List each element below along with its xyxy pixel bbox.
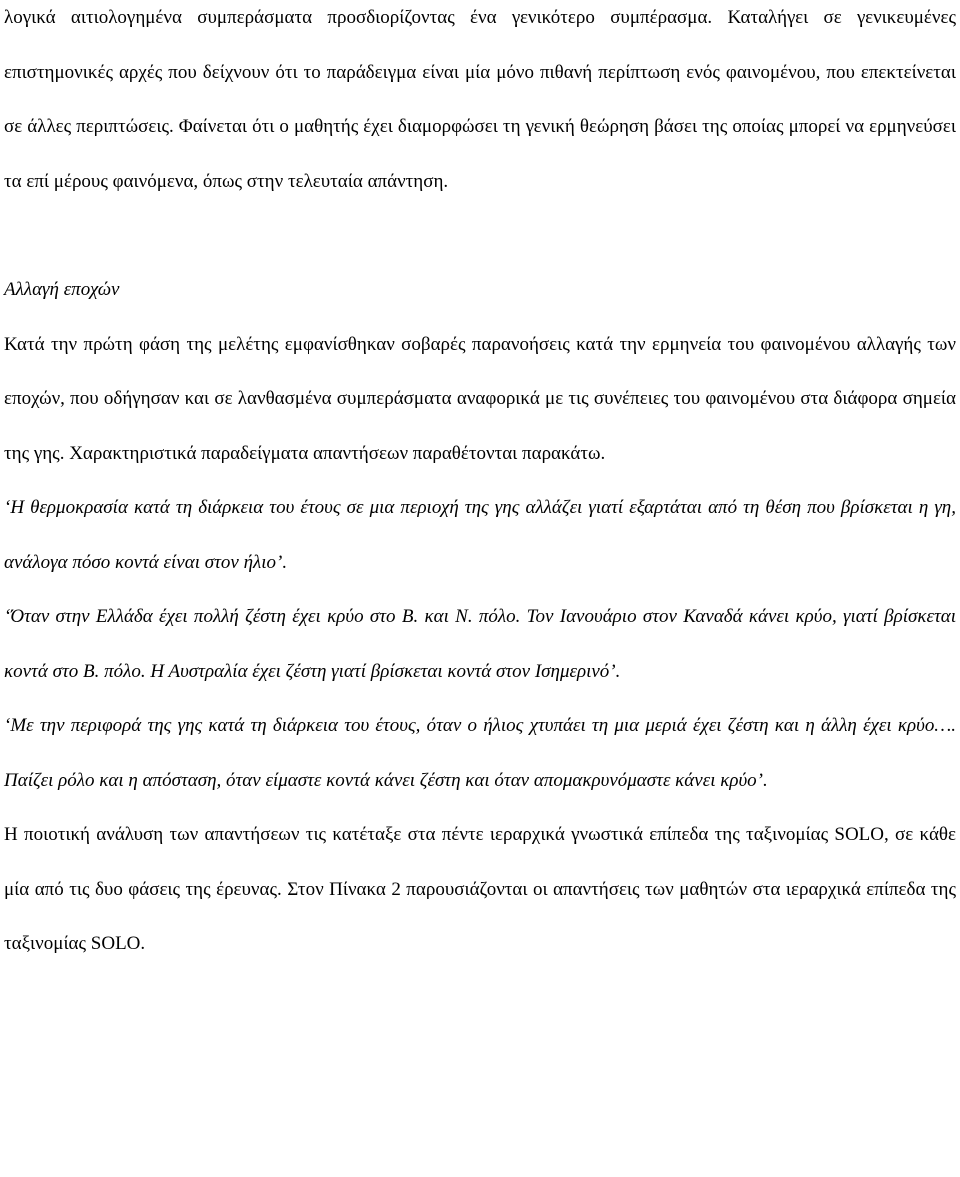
document-page	[4, 0, 956, 972]
intro-paragraph: λογικά αιτιολογημένα συμπεράσματα προσδιορίζοντας ένα γενικότερο συμπέρασμα. Καταλήγει σε γενικευμένες επιστημονικές αρχές που δείχνουν ότι το παράδειγμα είναι μία μόνο πιθανή περίπτωση ενός φαινομένου, που επεκτείνεται σε άλλες περιπτώσεις. Φαίνεται ότι ο μαθητής έχει διαμορφώσει τη γενική θεώρηση βάσει της οποίας μπορεί να ερμηνεύσει τα επί μέρους φαινόμενα, όπως στην τελευταία απάντηση.	[4, 7, 956, 192]
student-quote-3: ‘Με την περιφορά της γης κατά τη διάρκεια του έτους, όταν ο ήλιος χτυπάει τη μια μεριά έχει ζέστη και η άλλη έχει κρύο…. Παίζει ρόλο και η απόσταση, όταν είμαστε κοντά κάνει ζέστη και όταν απομακρυνόμαστε κάνει κρύο’.	[4, 715, 956, 791]
student-quote-2: ‘Όταν στην Ελλάδα έχει πολλή ζέστη έχει κρύο στο Β. και Ν. πόλο. Τον Ιανουάριο στον Καναδά κάνει κρύο, γιατί βρίσκεται κοντά στο Β. πόλο. Η Αυστραλία έχει ζέστη γιατί βρίσκεται κοντά στον Ισημερινό’.	[4, 606, 956, 682]
section-paragraph: Κατά την πρώτη φάση της μελέτης εμφανίσθηκαν σοβαρές παρανοήσεις κατά την ερμηνεία του φαινομένου αλλαγής των εποχών, που οδήγησαν και σε λανθασμένα συμπεράσματα αναφορικά με τις συνέπειες του φαινομένου στα διάφορα σημεία της γης. Χαρακτηριστικά παραδείγματα απαντήσεων παραθέτονται παρακάτω.	[4, 333, 956, 464]
section-heading: Αλλαγή εποχών	[4, 279, 120, 300]
closing-paragraph: Η ποιοτική ανάλυση των απαντήσεων τις κατέταξε στα πέντε ιεραρχικά γνωστικά επίπεδα της ταξινομίας SOLO, σε κάθε μία από τις δυο φάσεις της έρευνας. Στον Πίνακα 2 παρουσιάζονται οι απαντήσεις των μαθητών στα ιεραρχικά επίπεδα της ταξινομίας SOLO.	[4, 824, 956, 954]
student-quote-1: ‘Η θερμοκρασία κατά τη διάρκεια του έτους σε μια περιοχή της γης αλλάζει γιατί εξαρτάται από τη θέση που βρίσκεται η γη, ανάλογα πόσο κοντά είναι στον ήλιο’.	[4, 497, 956, 573]
